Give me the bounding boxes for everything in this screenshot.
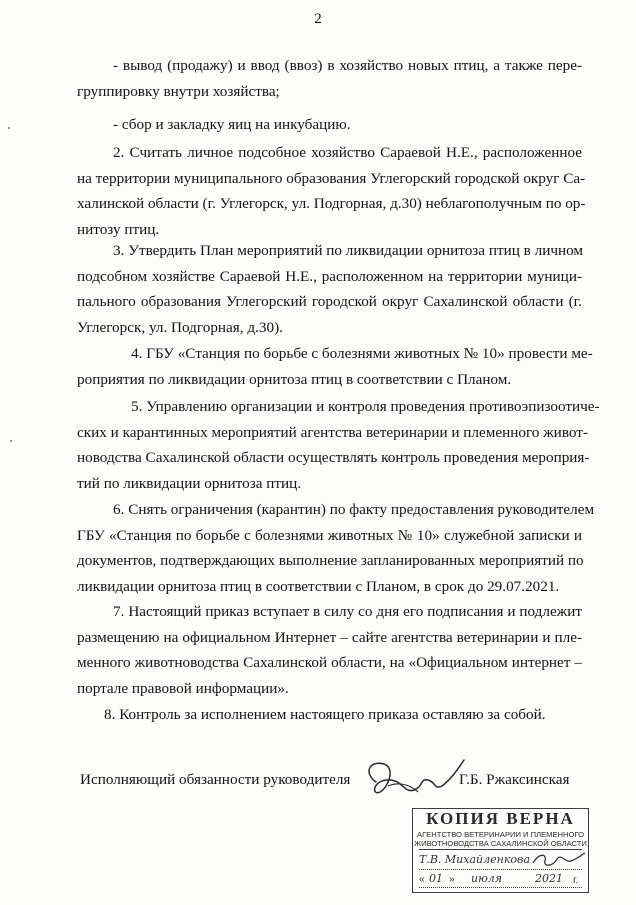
text-line: 6. Снять ограничения (карантин) по факту предоставления руководителем [113, 501, 595, 518]
text-line: 2. Считать личное подсобное хозяйство Сараевой Н.Е., расположенное [113, 144, 582, 161]
page-number: 2 [314, 11, 322, 27]
text-line: Углегорск, ул. Подгорная, д.30). [77, 319, 283, 337]
certified-copy-stamp [412, 808, 589, 893]
stamp-year-suffix: г. [573, 875, 579, 886]
stamp-title: КОПИЯ ВЕРНА [426, 809, 575, 828]
text-line: 8. Контроль за исполнением настоящего приказа оставляю за собой. [104, 706, 546, 723]
text-line: 7. Настоящий приказ вступает в силу со дня его подписания и подлежит [113, 603, 582, 620]
text-line: 4. ГБУ «Станция по борьбе с болезнями животных № 10» провести ме- [131, 345, 593, 362]
stamp-date-line [419, 887, 582, 888]
text-line: 5. Управлению организации и контроля проведения противоэпизоотиче- [131, 398, 600, 415]
handwritten-signature [358, 752, 466, 802]
stamp-date-year: 2021 [535, 872, 563, 885]
text-line: тий по ликвидации орнитоза птиц. [77, 475, 302, 493]
text-line: нитозу птиц. [77, 221, 160, 239]
text-line: на территории муниципального образования Углегорский городской округ Са- [77, 169, 586, 187]
text-line: ских и карантинных мероприятий агентства ветеринарии и племенного живот- [77, 423, 588, 441]
stamp-org-line-2: ЖИВОТНОВОДСТВА САХАЛИНСКОЙ ОБЛАСТИ [414, 839, 587, 848]
text-line: 3. Утвердить План мероприятий по ликвидации орнитоза птиц в личном [113, 242, 584, 259]
text-line: менного животноводства Сахалинской области, на «Официальном интернет – [77, 654, 582, 672]
text-line: портале правовой информации». [77, 680, 289, 698]
stamp-date-month: июля [471, 872, 503, 885]
stamp-org-line-1: АГЕНТСТВО ВЕТЕРИНАРИИ И ПЛЕМЕННОГО [417, 830, 584, 839]
scan-speck [10, 440, 12, 442]
text-line: размещению на официальном Интернет – сайте агентства ветеринарии и пле- [77, 628, 582, 646]
text-line: пального образования Углегорский городской округ Сахалинской области (г. [77, 293, 582, 311]
stamp-certifier-name: Т.В. Михайленкова [419, 853, 531, 866]
signatory-position: Исполняющий обязанности руководителя [80, 771, 351, 788]
text-line: халинской области (г. Углегорск, ул. Подгорная, д.30) неблагополучным по ор- [77, 195, 586, 213]
text-line: роприятия по ликвидации орнитоза птиц в соответствии с Планом. [77, 370, 512, 388]
stamp-name-line [419, 869, 582, 870]
text-line: подсобном хозяйстве Сараевой Н.Е., расположенном на территории муници- [77, 267, 582, 285]
stamp-date-open-quote: « [419, 874, 425, 885]
text-line: документов, подтверждающих выполнение запланированных мероприятий по [77, 552, 584, 570]
text-line: группировку внутри хозяйства; [77, 82, 280, 100]
text-line: - сбор и закладку яиц на инкубацию. [113, 116, 351, 133]
stamp-date-day: 01 [429, 872, 443, 885]
stamp-date-close-quote: » [449, 874, 455, 885]
signatory-name: Г.Б. Ржаксинская [459, 771, 570, 788]
text-line: ГБУ «Станция по борьбе с болезнями животных № 10» служебной записки и [77, 526, 582, 544]
text-line: новодства Сахалинской области осуществлять контроль проведения мероприя- [77, 449, 590, 467]
text-line: - вывод (продажу) и ввод (ввоз) в хозяйство новых птиц, а также пере- [113, 57, 582, 74]
text-line: ликвидации орнитоза птиц в соответствии с Планом, в срок до 29.07.2021. [77, 578, 560, 596]
scan-speck [8, 127, 10, 129]
stamp-signature [529, 849, 587, 871]
